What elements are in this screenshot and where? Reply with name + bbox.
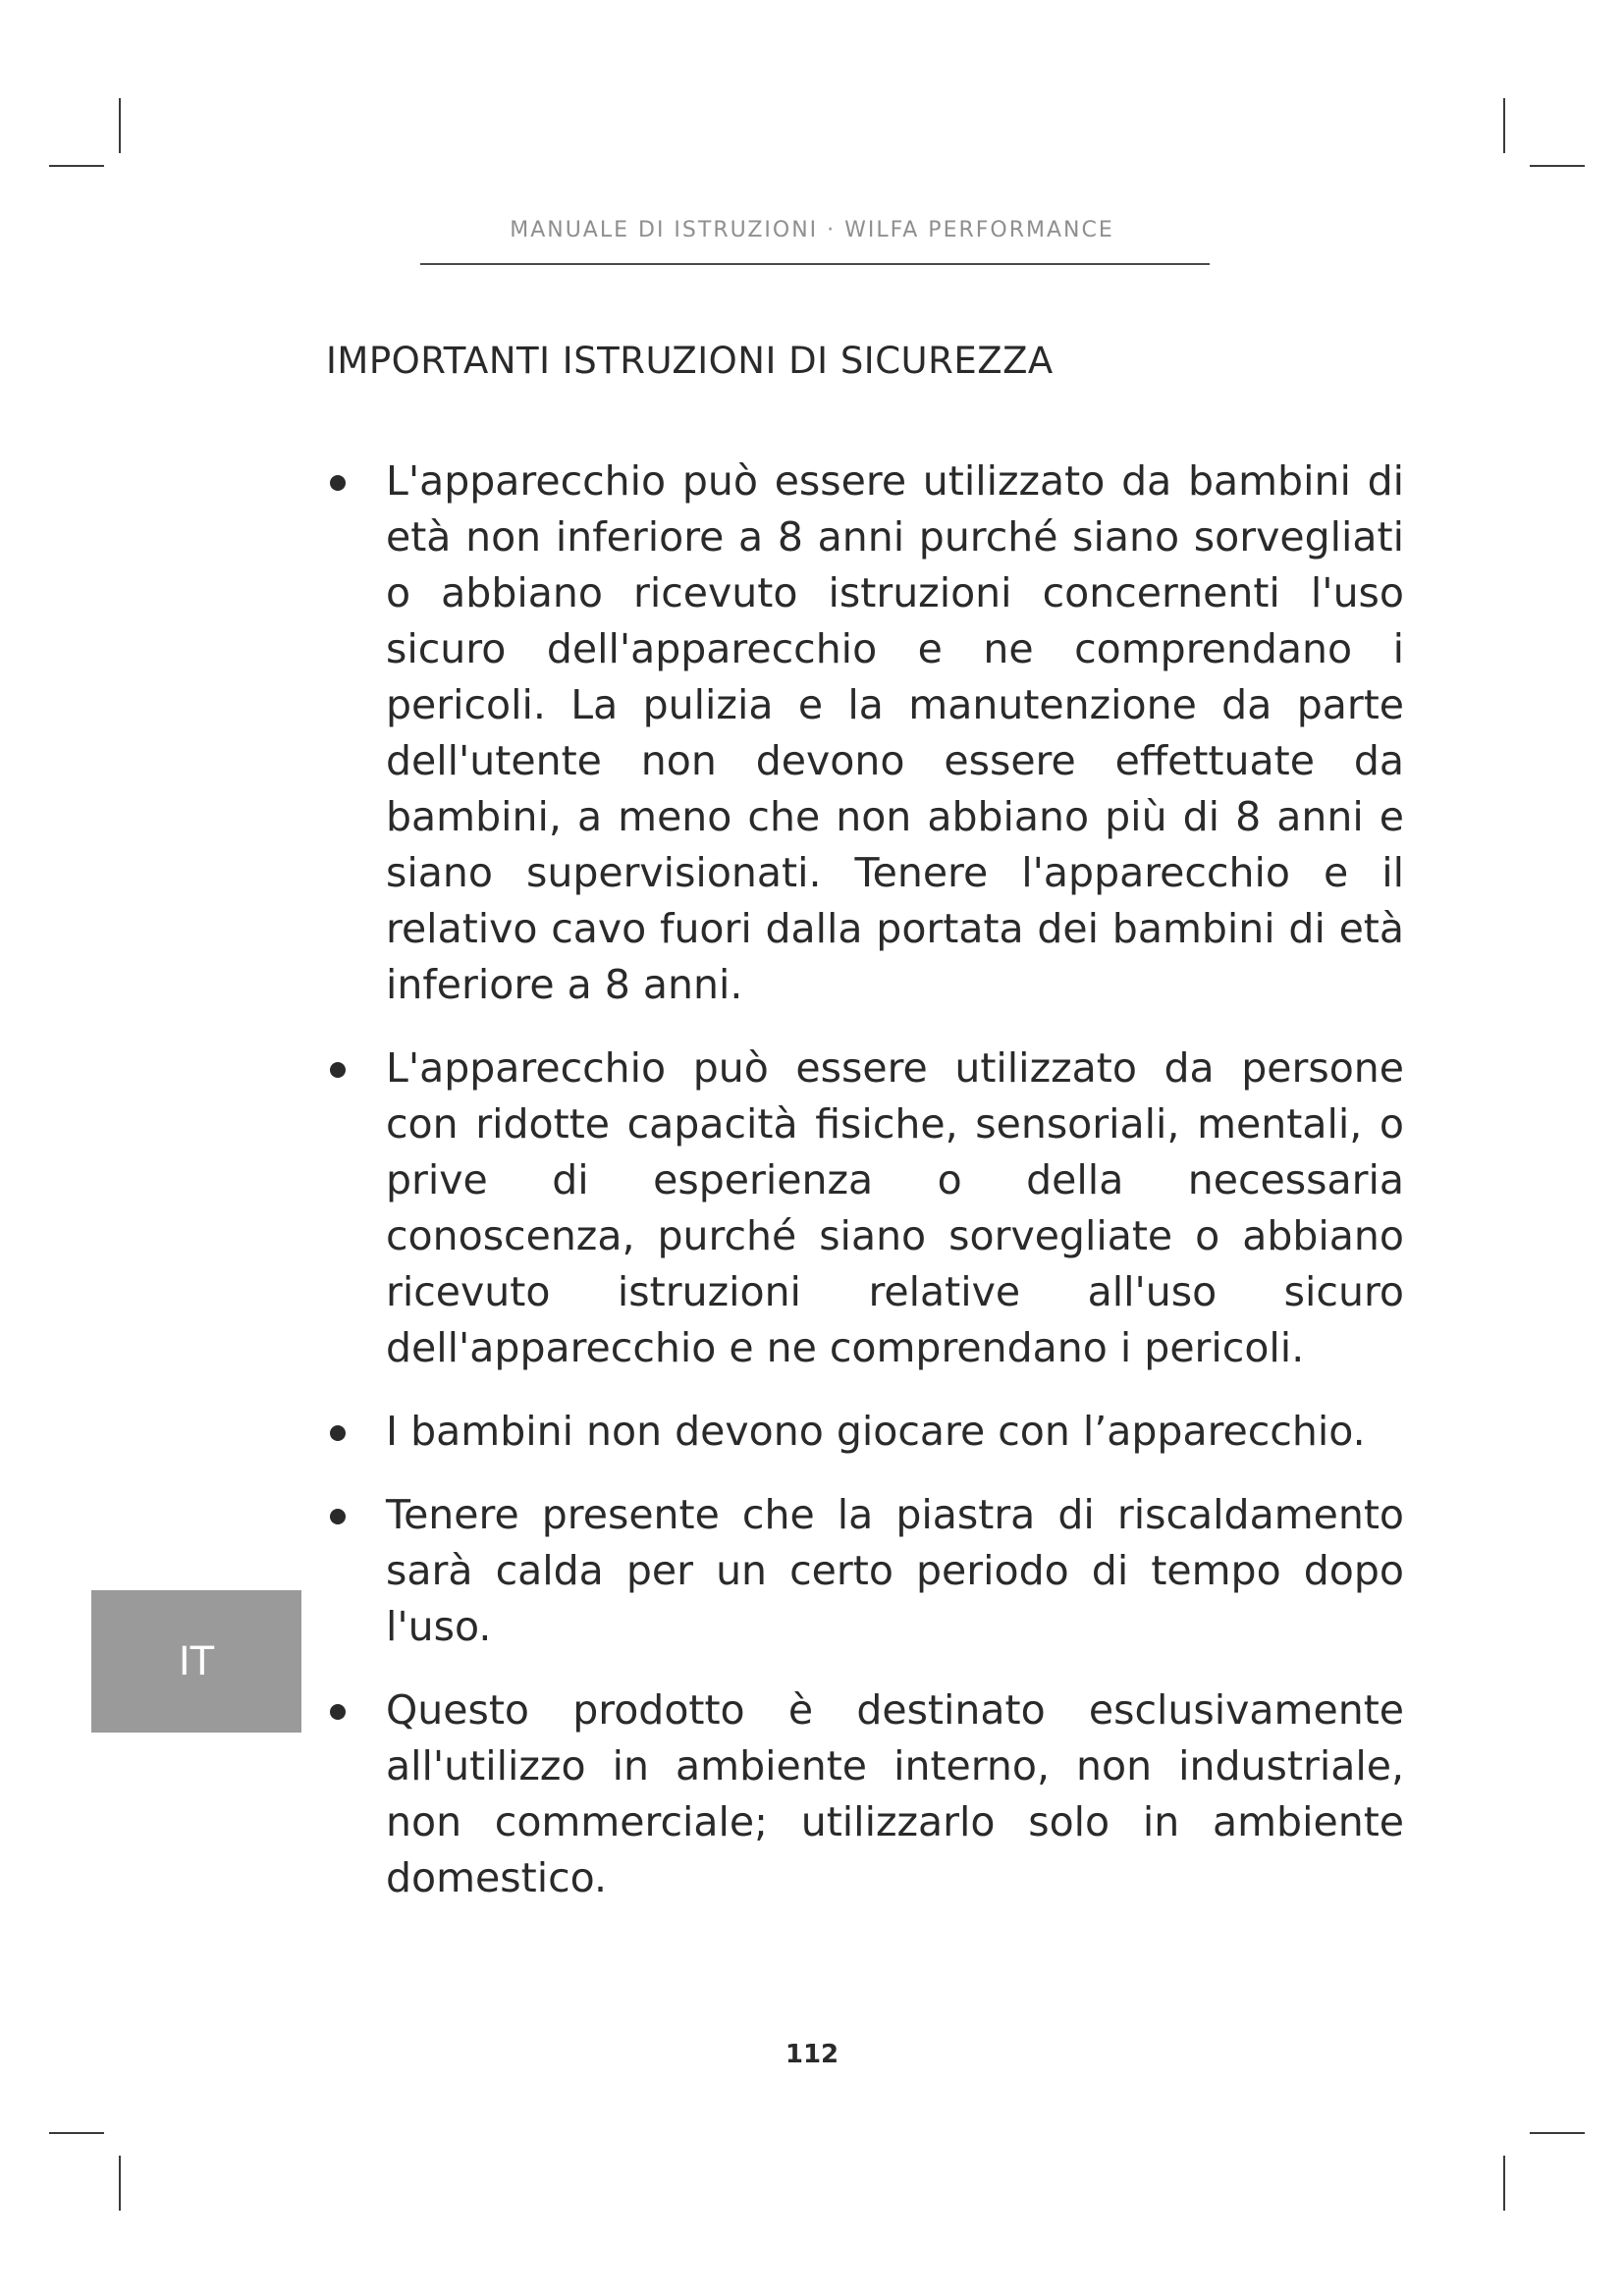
- list-item: [326, 1487, 1404, 1655]
- bullet-icon: [330, 1704, 346, 1720]
- list-item-text: Tenere presente che la piastra di riscaldamento sarà calda per un certo periodo di tempo dopo l'uso.: [386, 1491, 1404, 1650]
- language-tab: [91, 1590, 301, 1733]
- list-item-text: Questo prodotto è destinato esclusivamente all'utilizzo in ambiente interno, non industriale, non commerciale; utilizzarlo solo in ambiente domestico.: [386, 1686, 1404, 1901]
- safety-instructions-list: [326, 454, 1404, 1934]
- crop-mark: [49, 2132, 104, 2134]
- bullet-icon: [330, 475, 346, 491]
- bullet-icon: [330, 1425, 346, 1441]
- list-item: [326, 1404, 1404, 1460]
- bullet-icon: [330, 1062, 346, 1078]
- page-number: 112: [785, 2040, 839, 2069]
- list-item: [326, 1041, 1404, 1376]
- crop-mark: [1503, 98, 1505, 153]
- list-item-text: I bambini non devono giocare con l’apparecchio.: [386, 1408, 1366, 1455]
- crop-mark: [1530, 165, 1585, 167]
- crop-mark: [1503, 2156, 1505, 2211]
- language-tab-label: IT: [178, 1638, 215, 1684]
- crop-mark: [49, 165, 104, 167]
- running-header-text: MANUALE DI ISTRUZIONI · WILFA PERFORMANCE: [510, 218, 1114, 242]
- crop-mark: [1530, 2132, 1585, 2134]
- section-title: IMPORTANTI ISTRUZIONI DI SICUREZZA: [326, 340, 1054, 382]
- crop-mark: [119, 98, 121, 153]
- list-item-text: L'apparecchio può essere utilizzato da bambini di età non inferiore a 8 anni purché siano sorvegliati o abbiano ricevuto istruzioni concernenti l'uso sicuro dell'apparecchio e ne comprendano i pericoli. La pulizia e la manutenzione da parte dell'utente non devono essere effettuate da bambini, a meno che non abbiano più di 8 anni e siano supervisionati. Tenere l'apparecchio e il relativo cavo fuori dalla portata dei bambini di età inferiore a 8 anni.: [386, 457, 1404, 1008]
- list-item: [326, 1682, 1404, 1906]
- header-divider: [420, 263, 1210, 265]
- list-item-text: L'apparecchio può essere utilizzato da persone con ridotte capacità fisiche, sensoriali, mentali, o prive di esperienza o della necessaria conoscenza, purché siano sorvegliate o abbiano ricevuto istruzioni relative all'uso sicuro dell'apparecchio e ne comprendano i pericoli.: [386, 1044, 1404, 1371]
- list-item: [326, 454, 1404, 1013]
- running-header: [0, 218, 1624, 242]
- bullet-icon: [330, 1509, 346, 1524]
- crop-mark: [119, 2156, 121, 2211]
